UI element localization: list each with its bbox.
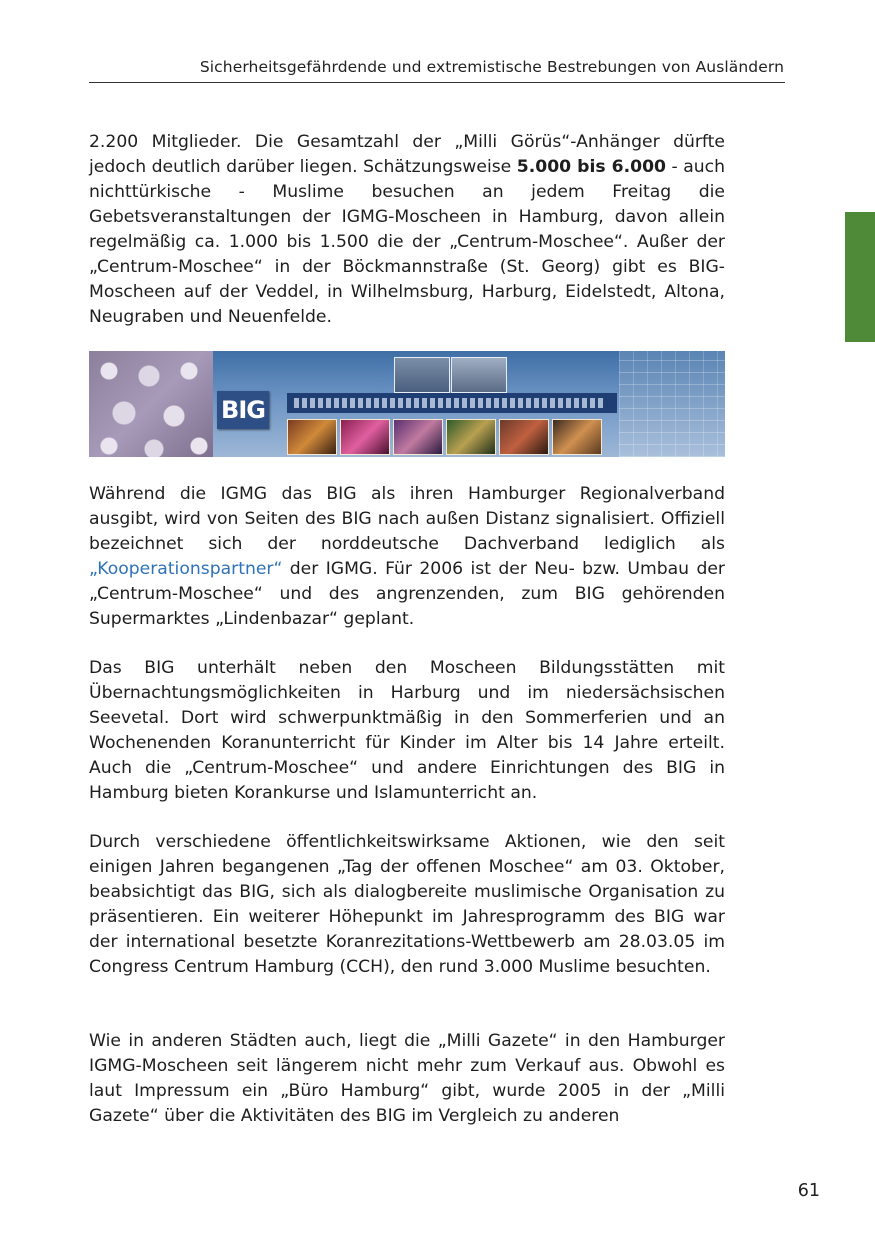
banner-photo-mosque	[451, 357, 507, 393]
running-header: Sicherheitsgefährdende und extremistische Bestrebungen von Ausländern	[199, 58, 784, 76]
banner-thumbnail	[499, 419, 549, 455]
paragraph-4: Durch verschiedene öffentlichkeitswirksame Aktionen, wie den seit einigen Jahren begangenen „Tag der offenen Moschee“ am 03. Oktober, beabsichtigt das BIG, sich als dialogbereite muslimische Organisation zu präsentieren. Ein weiterer Höhepunkt im Jahresprogramm des BIG war der international besetzte Koranrezitations-Wettbewerb am 28.03.05 im Congress Centrum Hamburg (CCH), den rund 3.000 Muslime besuchten.	[89, 832, 725, 977]
banner-right-artwork	[619, 351, 725, 457]
paragraph-2-text-a: Während die IGMG das BIG als ihren Hamburger Regionalverband ausgibt, wird von Seiten des BIG nach außen Distanz signalisiert. Offiziell bezeichnet sich der norddeutsche Dachverband lediglich als	[89, 484, 725, 554]
paragraph-5: Wie in anderen Städten auch, liegt die „Milli Gazete“ in den Hamburger IGMG-Moscheen seit längerem nicht mehr zum Verkauf aus. Obwohl es laut Impressum ein „Büro Hamburg“ gibt, wurde 2005 in der „Milli Gazete“ über die Aktivitäten des BIG im Vergleich zu anderen	[89, 1031, 725, 1126]
banner-thumbnail	[446, 419, 496, 455]
paragraph-1-text-b: - auch nichttürkische - Muslime besuchen an jedem Freitag die Gebetsveranstaltungen der IGMG-Moscheen in Hamburg, davon allein regelmäßig ca. 1.000 bis 1.500 die der „Centrum-Moschee“. Außer der „Centrum-Moschee“ in der Böckmannstraße (St. Georg) gibt es BIG-Moscheen auf der Veddel, in Wilhelmsburg, Harburg, Eidelstedt, Altona, Neugraben und Neuenfelde.	[89, 157, 726, 327]
paragraph-2	[89, 482, 725, 632]
paragraph-1-text-a: 2.200 Mitglieder. Die Gesamtzahl der „Milli Görüs“-Anhänger dürfte jedoch deutlich darüber liegen. Schätzungsweise	[89, 132, 725, 177]
header-rule	[89, 82, 785, 83]
big-website-banner-image	[89, 351, 725, 457]
banner-ornament	[89, 351, 213, 457]
big-logo: BIG	[217, 391, 269, 429]
paragraph-3: Das BIG unterhält neben den Moscheen Bildungsstätten mit Übernachtungsmöglichkeiten in Harburg und im niedersächsischen Seevetal. Dort wird schwerpunktmäßig in den Sommerferien und an Wochenenden Koranunterricht für Kinder im Alter bis 14 Jahre erteilt. Auch die „Centrum-Moschee“ und andere Einrichtungen des BIG in Hamburg bieten Korankurse und Islamunterricht an.	[89, 658, 725, 803]
chapter-side-tab	[845, 212, 875, 342]
banner-thumbnail	[552, 419, 602, 455]
banner-thumbnail	[393, 419, 443, 455]
paragraph-1	[89, 130, 725, 330]
paragraph-2-text-b: der IGMG. Für 2006 ist der Neu- bzw. Umbau der „Centrum-Moschee“ und des angrenzenden, zum BIG gehörenden Supermarktes „Lindenbazar“ geplant.	[89, 559, 725, 629]
banner-photo-building	[394, 357, 450, 393]
page-number: 61	[797, 1181, 820, 1201]
banner-thumbnail	[287, 419, 337, 455]
banner-title-strip-text	[294, 398, 604, 408]
banner-thumbnail	[340, 419, 390, 455]
kooperationspartner-link[interactable]: „Kooperationspartner“	[89, 559, 283, 579]
paragraph-1-bold: 5.000 bis 6.000	[516, 157, 666, 177]
